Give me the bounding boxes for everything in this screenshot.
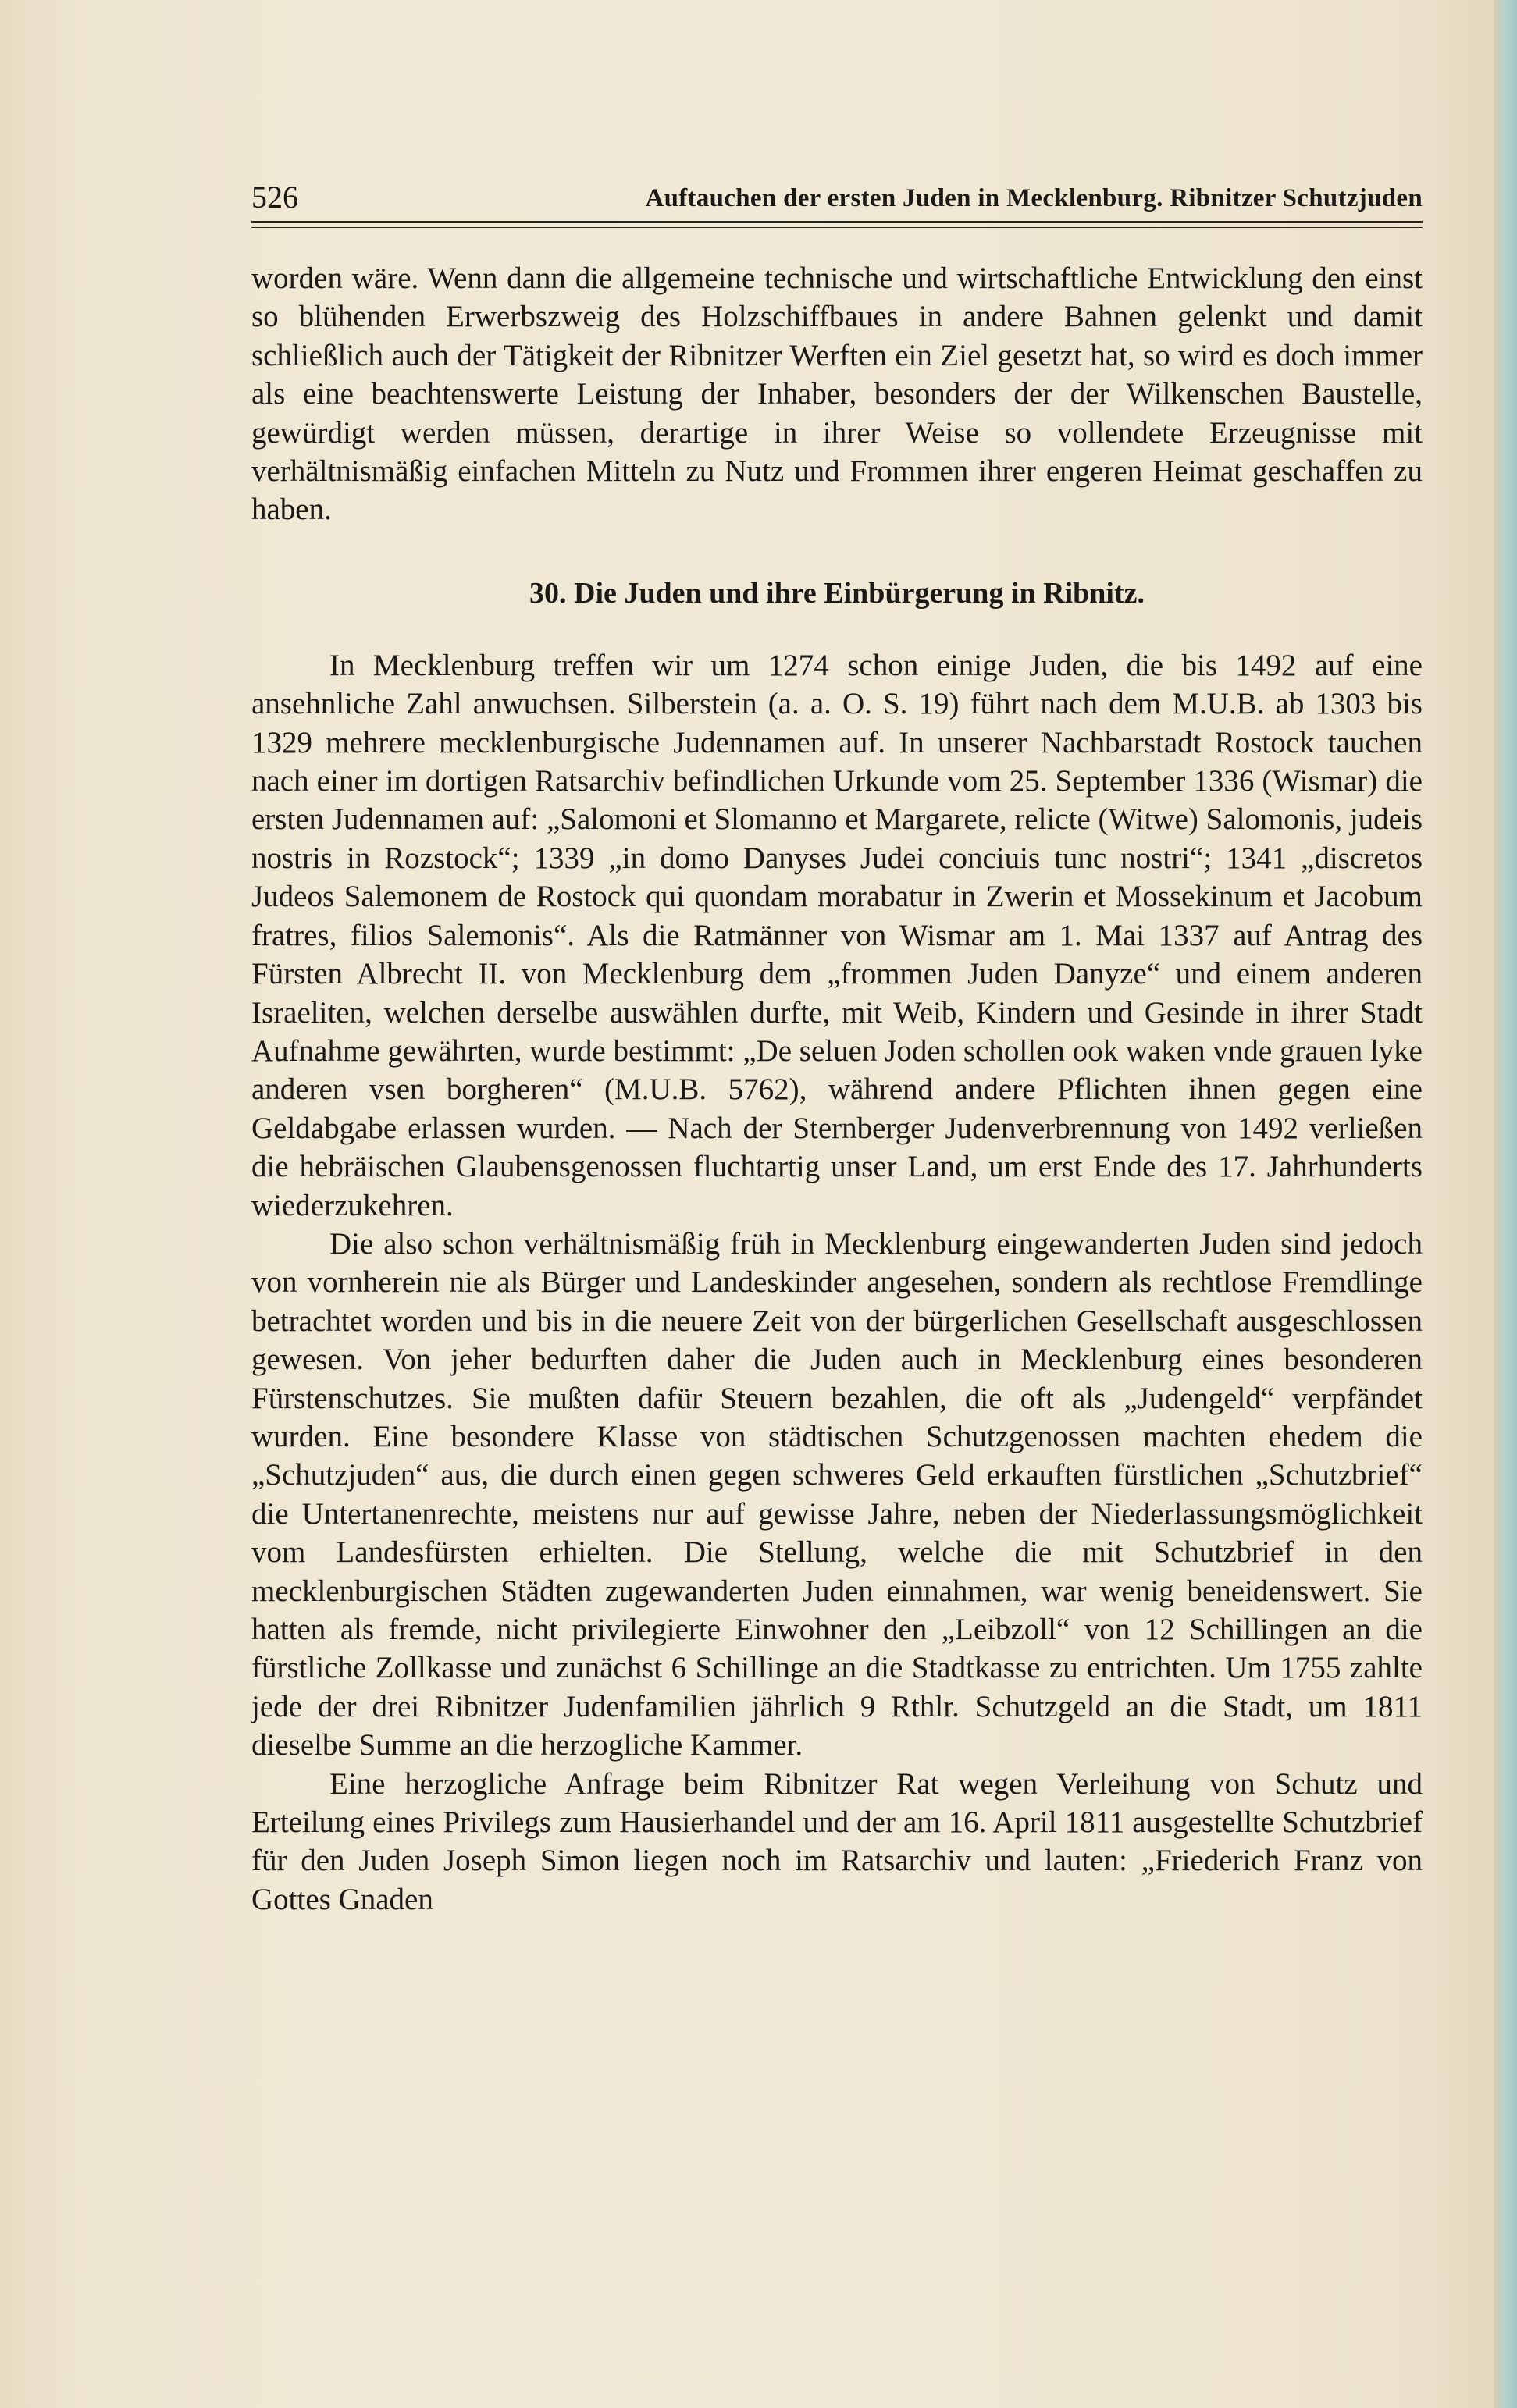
paragraph-3: Eine herzogliche Anfrage beim Ribnitzer Rat wegen Verleihung von Schutz und Erteilung eines Privilegs zum Hausierhandel und der am 16. April 1811 ausgestellte Schutzbrief für den Juden Joseph Simon liegen noch im Ratsarchiv und lauten: „Friederich Franz von Gottes Gnaden [251, 1766, 1423, 1916]
page-number: 526 [251, 180, 298, 215]
section-heading: 30. Die Juden und ihre Einbürgerung in Ribnitz. [529, 576, 1145, 610]
paragraph-1: In Mecklenburg treffen wir um 1274 schon einige Juden, die bis 1492 auf eine ansehnliche Zahl anwuchsen. Silberstein (a. a. O. S. 19) führt nach dem M.U.B. ab 1303 bis 1329 mehrere mecklenburgische Judennamen auf. In unserer Nachbarstadt Rostock tauchen nach einer im dortigen Ratsarchiv befindlichen Urkunde vom 25. September 1336 (Wismar) die ersten Judennamen auf: „Salomoni et Slomanno et Margarete, relicte (Witwe) Salomonis, judeis nostris in Rozstock“; 1339 „in domo Danyses Judei conciuis tunc nostri“; 1341 „discretos Judeos Salemonem de Rostock qui quondam morabatur in Zwerin et Mossekinum et Jacobum fratres, filios Salemonis“. Als die Ratmänner von Wismar am 1. Mai 1337 auf Antrag des Fürsten Albrecht II. von Mecklenburg dem „frommen Juden Danyze“ und einem anderen Israeliten, welchen derselbe auswählen durfte, mit Weib, Kindern und Gesinde in ihrer Stadt Aufnahme gewährten, wurde bestimmt: „De seluen Joden schollen ook waken vnde grauen lyke anderen vsen borgheren“ (M.U.B. 5762), während andere Pflichten ihnen gegen eine Geldabgabe erlassen wurden. — Nach der Sternberger Judenverbrennung von 1492 verließen die hebräischen Glaubensgenossen fluchtartig unser Land, um erst Ende des 17. Jahrhunderts wiederzukehren. [251, 648, 1423, 1222]
intro-paragraph: worden wäre. Wenn dann die allgemeine technische und wirtschaftliche Entwicklung den einst so blühenden Erwerbszweig des Holzschiffbaues in andere Bahnen gelenkt und damit schließlich auch der Tätigkeit der Ribnitzer Werften ein Ziel gesetzt hat, so wird es doch immer als eine beachtenswerte Leistung der Inhaber, besonders der der Wilkenschen Baustelle, gewürdigt werden müssen, derartige in ihrer Weise so vollendete Erzeugnisse mit verhältnismäßig einfachen Mitteln zu Nutz und Frommen ihrer engeren Heimat geschaffen zu haben. [251, 261, 1423, 527]
paragraph-2: Die also schon verhältnismäßig früh in Mecklenburg eingewanderten Juden sind jedoch von vornherein nie als Bürger und Landeskinder angesehen, sondern als rechtlose Fremdlinge betrachtet worden und bis in die neuere Zeit von der bürgerlichen Gesellschaft ausgeschlossen gewesen. Von jeher bedurften daher die Juden auch in Mecklenburg eines besonderen Fürstenschutzes. Sie mußten dafür Steuern bezahlen, die oft als „Judengeld“ verpfändet wurden. Eine besondere Klasse von städtischen Schutzgenossen machten ehedem die „Schutzjuden“ aus, die durch einen gegen schweres Geld erkauften fürstlichen „Schutzbrief“ die Untertanenrechte, meistens nur auf gewisse Jahre, neben der Niederlassungsmöglichkeit vom Landesfürsten erhielten. Die Stellung, welche die mit Schutzbrief in den mecklenburgischen Städten zugewanderten Juden einnahmen, war wenig beneidenswert. Sie hatten als fremde, nicht privilegierte Einwohner den „Leibzoll“ von 12 Schillingen an die fürstliche Zollkasse und zunächst 6 Schillinge an die Stadtkasse zu entrichten. Um 1755 zahlte jede der drei Ribnitzer Judenfamilien jährlich 9 Rthlr. Schutzgeld an die Stadt, um 1811 dieselbe Summe an die herzogliche Kammer. [251, 1226, 1423, 1762]
running-head: Auftauchen der ersten Juden in Mecklenburg. Ribnitzer Schutzjuden [645, 184, 1423, 212]
page-edge [1494, 0, 1517, 2408]
page-header [251, 178, 1423, 225]
header-rule-thin [251, 227, 1423, 228]
header-rule [251, 221, 1423, 223]
page-body [251, 259, 1423, 1919]
